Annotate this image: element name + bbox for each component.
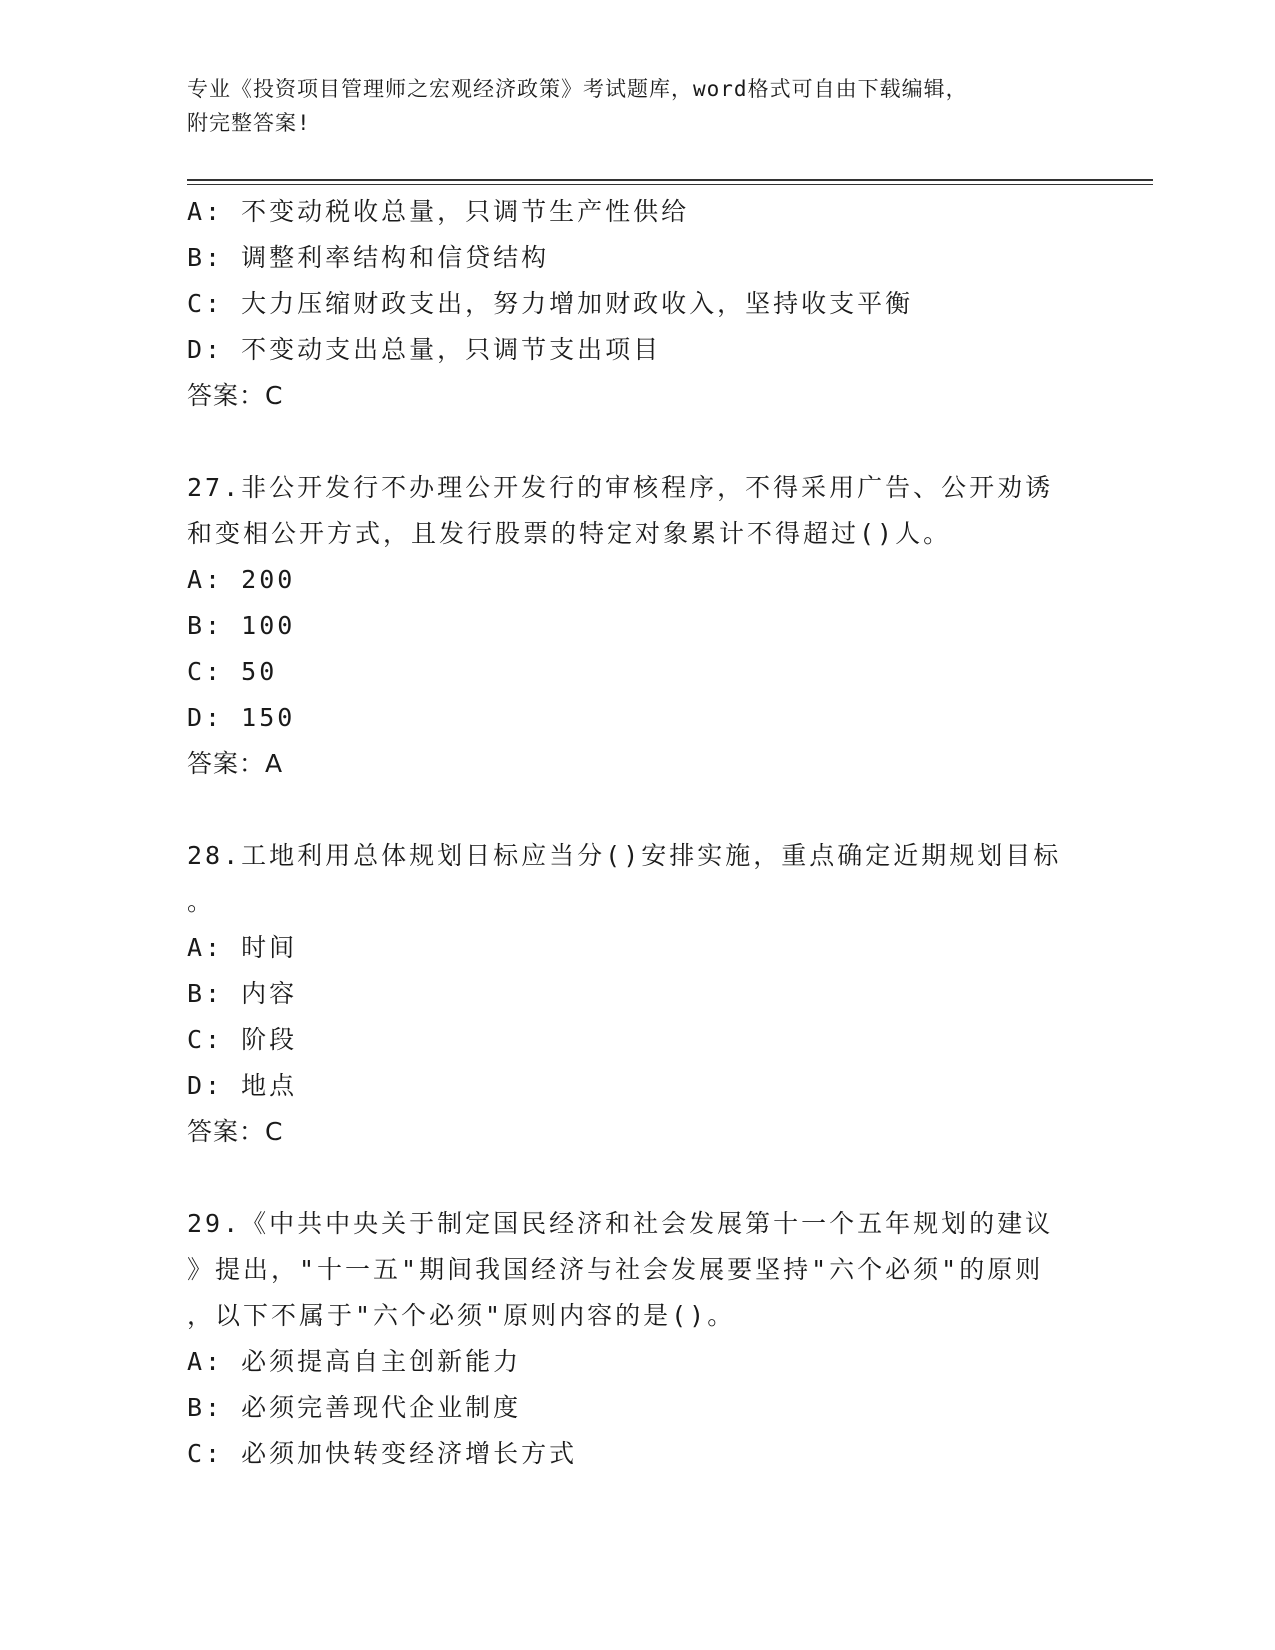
option-b: B: 必须完善现代企业制度	[187, 1393, 522, 1422]
header-line-2: 附完整答案!	[187, 111, 311, 135]
answer-line: 答案：C	[187, 1117, 284, 1146]
option-d: D: 150	[187, 703, 296, 732]
option-c: C: 阶段	[187, 1025, 298, 1054]
header-divider-top	[187, 179, 1153, 181]
question-27	[187, 465, 1067, 787]
answer-line: 答案：A	[187, 749, 284, 778]
answer-line: 答案：C	[187, 381, 284, 410]
question-stem-line: 28.工地利用总体规划日标应当分()安排实施，重点确定近期规划目标	[187, 841, 1062, 870]
option-b: B: 内容	[187, 979, 298, 1008]
question-stem-line: 。	[187, 887, 216, 916]
option-a: A: 必须提高自主创新能力	[187, 1347, 522, 1376]
question-stem-line: 和变相公开方式，且发行股票的特定对象累计不得超过()人。	[187, 519, 952, 548]
option-c: C: 50	[187, 657, 278, 686]
option-d: D: 不变动支出总量，只调节支出项目	[187, 335, 662, 364]
option-b: B: 100	[187, 611, 296, 640]
option-c: C: 必须加快转变经济增长方式	[187, 1439, 578, 1468]
question-stem-line: 29.《中共中央关于制定国民经济和社会发展第十一个五年规划的建议	[187, 1209, 1054, 1238]
question-list	[187, 189, 1067, 1477]
option-d: D: 地点	[187, 1071, 298, 1100]
question-stem-line: 》提出，"十一五"期间我国经济与社会发展要坚持"六个必须"的原则	[187, 1255, 1044, 1284]
question-28	[187, 833, 1067, 1155]
header-divider-bottom	[187, 184, 1153, 185]
option-a: A: 时间	[187, 933, 298, 962]
question-stem-line: 27.非公开发行不办理公开发行的审核程序，不得采用广告、公开劝诱	[187, 473, 1054, 502]
question-stem-line: ，以下不属于"六个必须"原则内容的是()。	[187, 1301, 736, 1330]
document-header	[187, 72, 1067, 140]
option-b: B: 调整利率结构和信贷结构	[187, 243, 550, 272]
option-a: A: 不变动税收总量，只调节生产性供给	[187, 197, 690, 226]
option-a: A: 200	[187, 565, 296, 594]
option-c: C: 大力压缩财政支出，努力增加财政收入，坚持收支平衡	[187, 289, 914, 318]
question-29	[187, 1201, 1067, 1477]
header-line-1: 专业《投资项目管理师之宏观经济政策》考试题库，word格式可自由下载编辑，	[187, 77, 968, 101]
question-26	[187, 189, 1067, 419]
